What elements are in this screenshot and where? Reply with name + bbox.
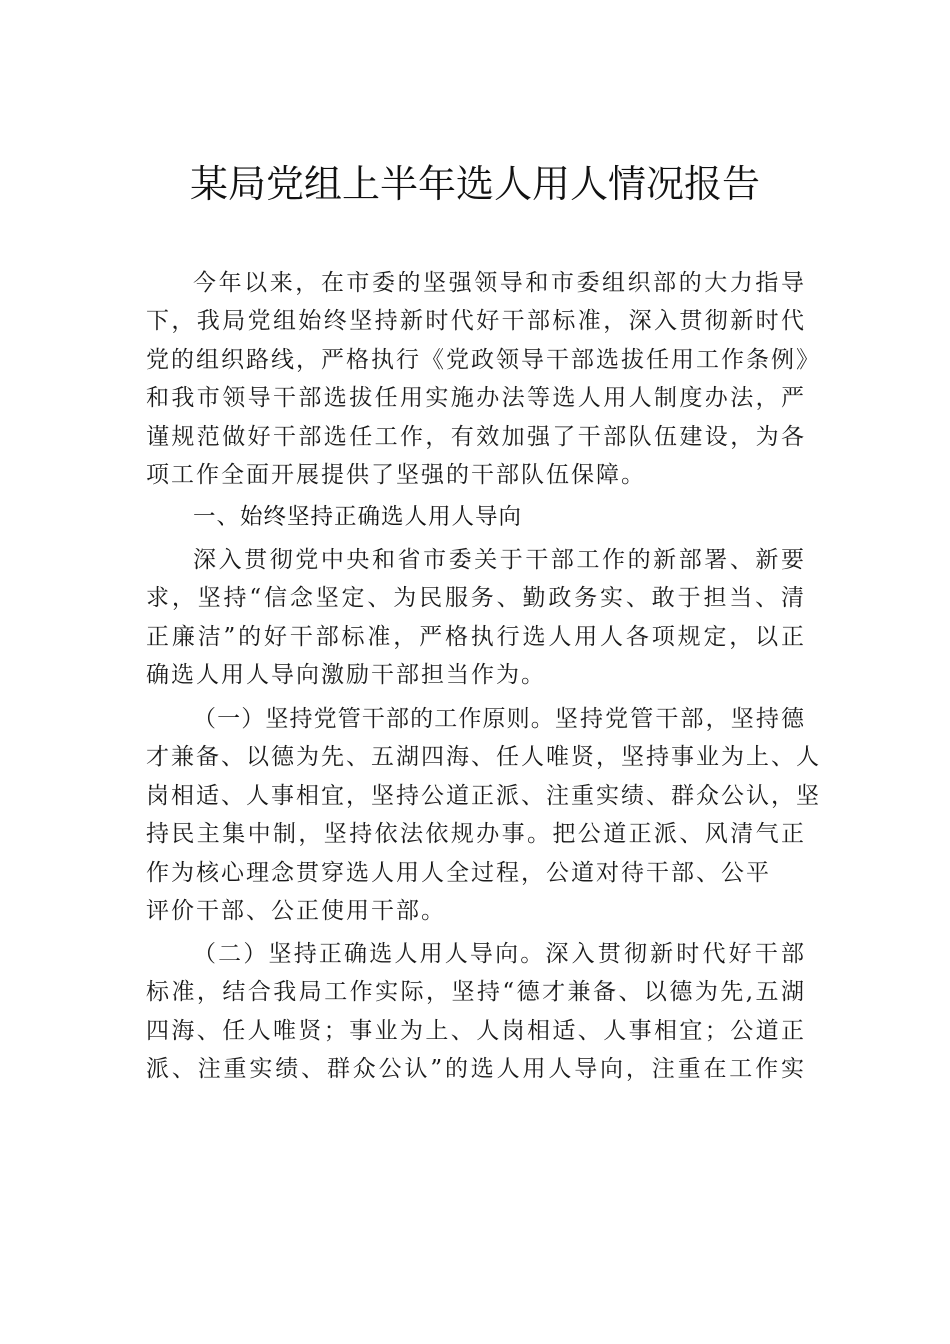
item-1-line-2: 才兼备、以德为先、五湖四海、任人唯贤，坚持事业为上、人	[146, 744, 821, 771]
section-1-line-2: 求，坚持“信念坚定、为民服务、勤政务实、敢于担当、清	[146, 585, 806, 612]
section-1-line-1: 深入贯彻党中央和省市委关于干部工作的新部署、新要	[193, 547, 806, 573]
section-1-line-4: 确选人用人导向激励干部担当作为。	[146, 662, 546, 689]
item-1-first-line-rest: 坚持党管干部，坚持德	[554, 706, 806, 732]
item-2-subhead: （二）坚持正确选人用人导向。	[193, 941, 546, 967]
intro-line-2: 下，我局党组始终坚持新时代好干部标准，深入贯彻新时代	[146, 308, 806, 335]
intro-line-4: 和我市领导干部选拔任用实施办法等选人用人制度办法，严	[146, 385, 806, 412]
item-1-line-1	[146, 700, 806, 738]
intro-line-1: 今年以来，在市委的坚强领导和市委组织部的大力指导	[193, 270, 806, 296]
intro-line-5: 谨规范做好干部选任工作，有效加强了干部队伍建设，为各	[146, 423, 806, 450]
item-2-first-line-rest: 深入贯彻新时代好干部	[545, 941, 807, 967]
item-2-line-4: 派、注重实绩、群众公认”的选人用人导向，注重在工作实	[146, 1056, 806, 1083]
intro-paragraph	[146, 264, 821, 494]
item-1-line-6: 评价干部、公正使用干部。	[146, 897, 446, 924]
item-1-line-5: 作为核心理念贯穿选人用人全过程，公道对待干部、公平	[146, 859, 771, 886]
section-heading-1-text: 一、始终坚持正确选人用人导向	[193, 504, 523, 530]
item-1-paragraph	[146, 700, 821, 930]
intro-line-6: 项工作全面开展提供了坚强的干部队伍保障。	[146, 461, 646, 488]
section-1-paragraph	[146, 541, 806, 695]
item-2-line-1	[146, 935, 806, 973]
item-1-line-3: 岗相适、人事相宜，坚持公道正派、注重实绩、群众公认，坚	[146, 782, 821, 809]
item-2-line-3: 四海、任人唯贤；事业为上、人岗相适、人事相宜；公道正	[146, 1017, 806, 1044]
document-title: 某局党组上半年选人用人情况报告	[189, 162, 760, 206]
item-2-line-2: 标准，结合我局工作实际，坚持“德才兼备、以德为先,五湖	[146, 979, 806, 1006]
section-1-line-3: 正廉洁”的好干部标准，严格执行选人用人各项规定，以正	[146, 623, 806, 650]
item-1-subhead: （一）坚持党管干部的工作原则。	[193, 706, 555, 732]
section-heading-1	[146, 498, 806, 536]
item-1-line-4: 持民主集中制，坚持依法依规办事。把公道正派、风清气正	[146, 821, 806, 848]
item-2-paragraph	[146, 935, 806, 1089]
intro-line-3: 党的组织路线，严格执行《党政领导干部选拔任用工作条例》	[146, 346, 821, 373]
